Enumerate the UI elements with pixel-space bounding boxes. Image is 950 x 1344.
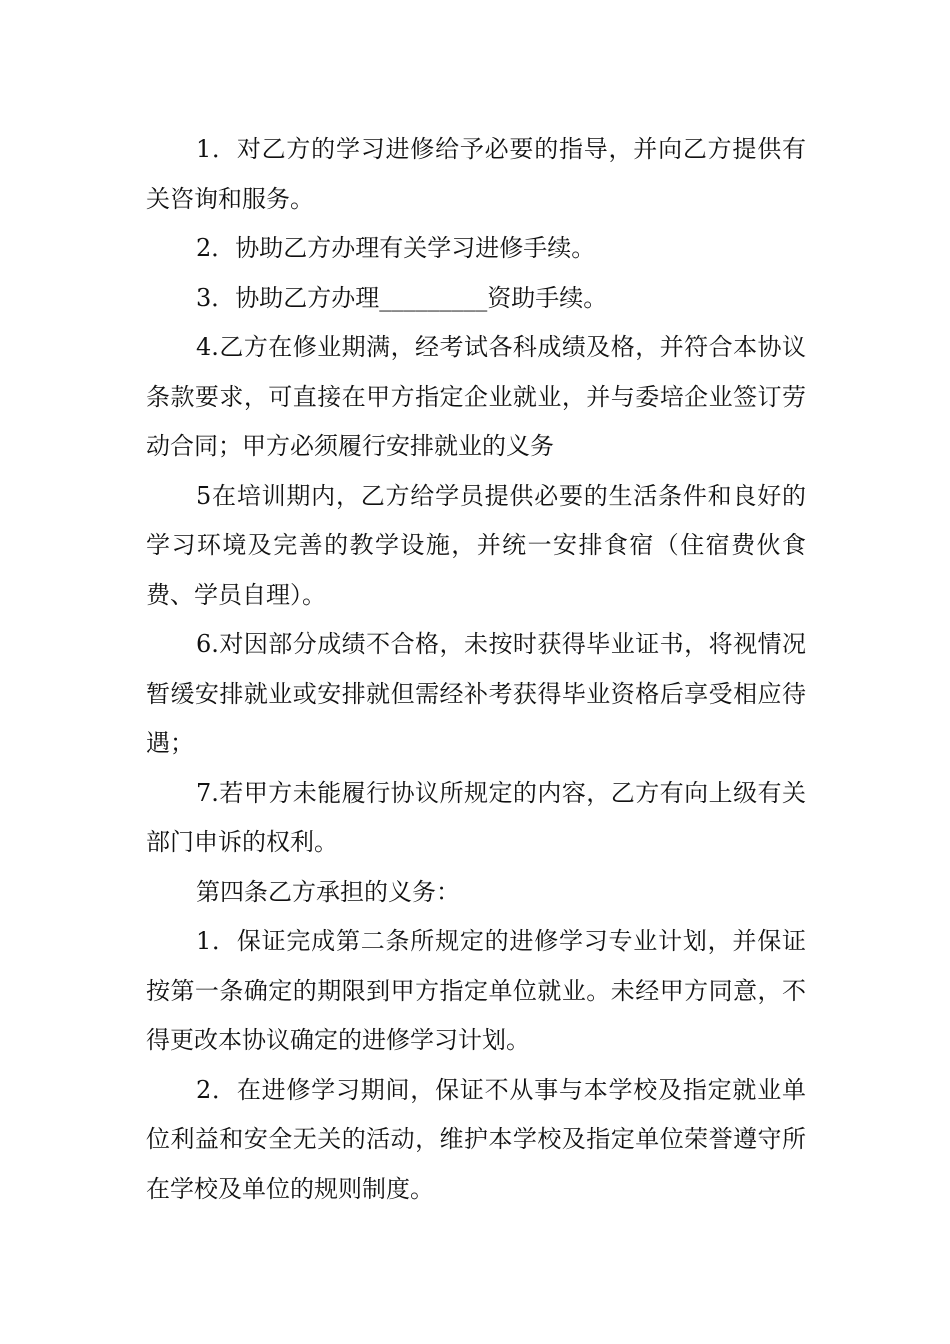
document-body — [146, 125, 806, 1214]
paragraph-appeal-right: 7.若甲方未能履行协议所规定的内容，乙方有向上级有关部门申诉的权利。 — [146, 778, 806, 856]
paragraph-employment: 4.乙方在修业期满，经考试各科成绩及格，并符合本协议条款要求，可直接在甲方指定企业就业，并与委培企业签订劳动合同；甲方必须履行安排就业的义务 — [146, 333, 806, 460]
paragraph-failed-grades: 6.对因部分成绩不合格，未按时获得毕业证书，将视情况暂缓安排就业或安排就但需经补考获得毕业资格后享受相应待遇； — [146, 630, 806, 757]
paragraph-funding: 3．协助乙方办理_________资助手续。 — [196, 283, 608, 312]
paragraph-complete-plan: 1．保证完成第二条所规定的进修学习专业计划，并保证按第一条确定的期限到甲方指定单位就业。未经甲方同意，不得更改本协议确定的进修学习计划。 — [146, 927, 806, 1054]
paragraph-training-conditions: 5在培训期内，乙方给学员提供必要的生活条件和良好的学习环境及完善的教学设施，并统一安排食宿（住宿费伙食费、学员自理）。 — [146, 481, 806, 609]
paragraph-conduct: 2．在进修学习期间，保证不从事与本学校及指定就业单位利益和安全无关的活动，维护本学校及指定单位荣誉遵守所在学校及单位的规则制度。 — [146, 1075, 806, 1203]
paragraph-guidance: 1．对乙方的学习进修给予必要的指导，并向乙方提供有关咨询和服务。 — [146, 135, 806, 213]
section-heading-article-4: 第四条乙方承担的义务： — [196, 877, 460, 906]
paragraph-procedures: 2．协助乙方办理有关学习进修手续。 — [196, 234, 596, 262]
